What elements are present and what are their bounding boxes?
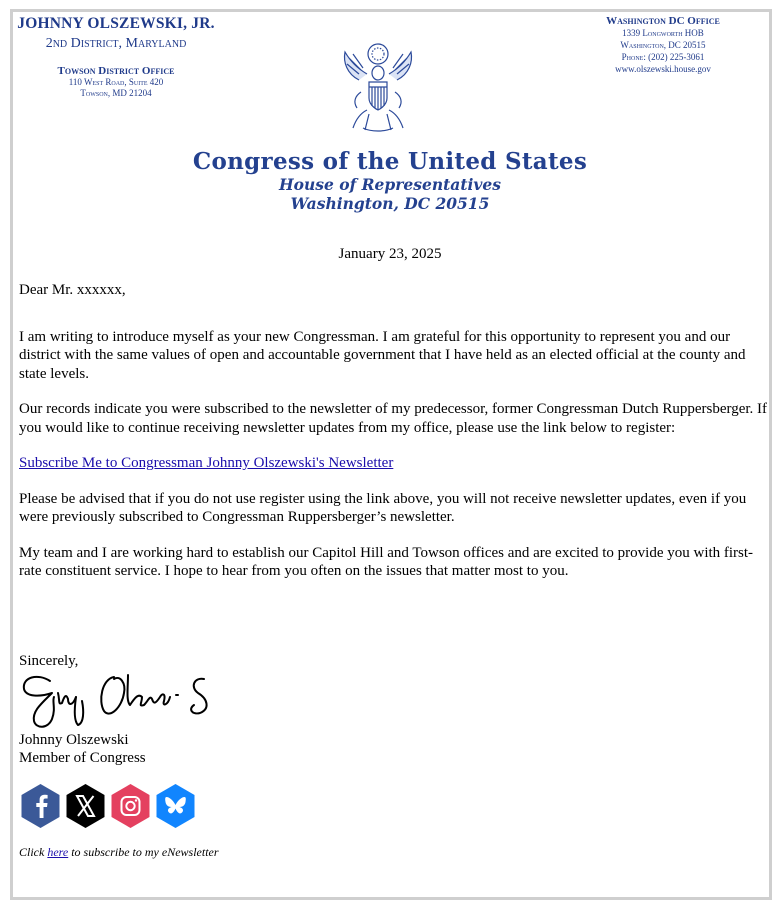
dc-address-line2: Washington, DC 20515 bbox=[620, 40, 706, 50]
dc-address-line1: 1339 Longworth HOB bbox=[622, 28, 704, 38]
bluesky-icon[interactable] bbox=[155, 783, 196, 829]
facebook-icon[interactable] bbox=[20, 783, 61, 829]
signer-name: Johnny Olszewski bbox=[19, 732, 129, 748]
x-icon[interactable] bbox=[65, 783, 106, 829]
towson-address-line2: Towson, MD 21204 bbox=[80, 88, 152, 98]
district-office-header bbox=[16, 15, 216, 99]
footer-prefix: Click bbox=[19, 845, 48, 859]
dc-office-title: Washington DC Office bbox=[606, 15, 720, 27]
towson-office-title: Towson District Office bbox=[57, 65, 175, 77]
towson-address-line1: 110 West Road, Suite 420 bbox=[68, 77, 164, 87]
instagram-icon[interactable] bbox=[110, 783, 151, 829]
salutation: Dear Mr. xxxxxx, bbox=[19, 282, 126, 298]
subscribe-newsletter-link[interactable]: Subscribe Me to Congressman Johnny Olszewski's Newsletter bbox=[19, 455, 394, 471]
paragraph-records: Our records indicate you were subscribed to the newsletter of my predecessor, former Congressman Dutch Ruppersberger. If you would like to continue receiving newsletter updates from my office, please use the link below to register: bbox=[19, 401, 768, 436]
letter-date: January 23, 2025 bbox=[338, 246, 442, 262]
representative-name: JOHNNY OLSZEWSKI, JR. bbox=[17, 15, 215, 32]
footer-suffix: to subscribe to my eNewsletter bbox=[68, 845, 219, 859]
closing: Sincerely, bbox=[19, 653, 79, 669]
footer-subscribe-note bbox=[19, 845, 219, 860]
website: www.olszewski.house.gov bbox=[615, 64, 711, 74]
city-title: Washington, DC 20515 bbox=[290, 194, 490, 213]
footer-subscribe-link[interactable]: here bbox=[47, 845, 69, 859]
congress-title: Congress of the United States bbox=[192, 148, 588, 175]
house-title: House of Representatives bbox=[279, 175, 501, 194]
paragraph-intro: I am writing to introduce myself as your new Congressman. I am grateful for this opportunity to represent you and our district with the same values of open and accountable government that I have held as an elected official at the county and state levels. bbox=[19, 328, 746, 382]
dc-office-header bbox=[588, 15, 738, 75]
social-icons bbox=[20, 783, 196, 829]
signer-block bbox=[19, 731, 146, 767]
letter-body bbox=[19, 281, 771, 598]
paragraph-closing-remarks: My team and I are working hard to establish our Capitol Hill and Towson offices and are excited to provide you with first-rate constituent service. I hope to hear from you often on the issues that matter most to you. bbox=[19, 544, 754, 579]
signature-image bbox=[18, 667, 223, 733]
eagle-seal-icon bbox=[339, 40, 417, 138]
signer-title: Member of Congress bbox=[19, 750, 146, 766]
district-label: 2nd District, Maryland bbox=[45, 36, 187, 51]
paragraph-advisory: Please be advised that if you do not use register using the link above, you will not receive newsletter updates, even if you were previously subscribed to Congressman Ruppersberger’s newsletter. bbox=[19, 490, 747, 525]
letterhead-title bbox=[0, 148, 780, 213]
dc-phone: Phone: (202) 225-3061 bbox=[621, 52, 705, 62]
